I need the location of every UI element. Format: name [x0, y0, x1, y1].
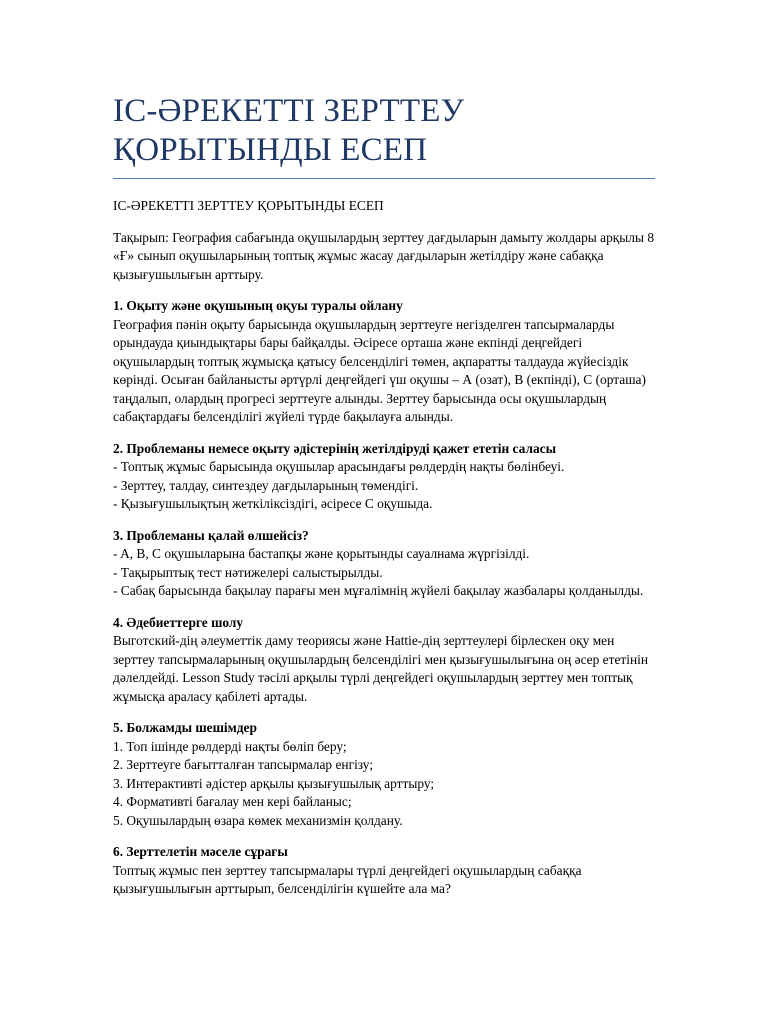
section-2	[113, 440, 655, 514]
section-body: География пәнін оқыту барысында оқушылардың зерттеуге негізделген тапсырмаларды орындауда қиындықтары бары байқалды. Әсіресе орташа және екпінді деңгейдегі оқушылардың топтық жұмысқа қатысу белсенділігі төмен, ақпаратты талдауда жүйесіздік көрінді. Осыған байланысты әртүрлі деңгейдегі үш оқушы – А (озат), В (екпінді), С (орташа) таңдалып, олардың прогресі зерттеуге алынды. Зерттеу барысында осы оқушылардың сабақтардағы белсенділігі жүйелі түрде бақылауға алынды.	[113, 316, 646, 424]
section-6	[113, 843, 655, 899]
section-heading: 5. Болжамды шешімдер	[113, 720, 257, 735]
section-body: Топтық жұмыс пен зерттеу тапсырмалары түрлі деңгейдегі оқушылардың сабаққа қызығушылығын арттырып, белсенділігін күшейте ала ма?	[113, 862, 582, 896]
document-title	[113, 92, 655, 178]
section-heading: 1. Оқыту және оқушының оқуы туралы ойлану	[113, 298, 403, 313]
list-item: - Қызығушылықтың жеткіліксіздігі, әсіресе С оқушыда.	[113, 496, 433, 511]
document-subtitle: ІС-ӘРЕКЕТТІ ЗЕРТТЕУ ҚОРЫТЫНДЫ ЕСЕП	[113, 198, 384, 213]
list-item: 2. Зерттеуге бағытталған тапсырмалар енгізу;	[113, 757, 374, 772]
list-item: - Зерттеу, талдау, синтездеу дағдыларының төмендігі.	[113, 477, 419, 493]
list-item: 1. Топ ішінде рөлдерді нақты бөліп беру;	[113, 738, 347, 754]
section-1	[113, 297, 655, 427]
section-3	[113, 527, 655, 601]
list-item: - A, B, C оқушыларына бастапқы және қорытынды сауалнама жүргізілді.	[113, 546, 530, 561]
list-item: 5. Оқушылардың өзара көмек механизмін қолдану.	[113, 812, 403, 828]
list-item: - Топтық жұмыс барысында оқушылар арасындағы рөлдердің нақты бөлінбеуі.	[113, 459, 565, 474]
document-title-line-1: ІС-ӘРЕКЕТТІ ЗЕРТТЕУ	[113, 93, 465, 129]
title-divider	[113, 178, 655, 179]
document-topic: Тақырып: География сабағында оқушылардың зерттеу дағдыларын дамыту жолдары арқылы 8 «Ғ» сынып оқушыларының топтық жұмыс жасау дағдыларын жетілдіру және сабаққа қызығушылығын арттыру.	[113, 229, 655, 282]
section-5	[113, 719, 655, 830]
section-body: Выготский-дің әлеуметтік даму теориясы және Hattie-дің зерттеулері бірлескен оқу мен зерттеу тапсырмаларының оқушылардың белсенділігі мен қызығушылығына оң әсер ететінін дәлелдейді. Lesson Study тәсілі арқылы түрлі деңгейдегі оқушылардың зерттеу мен топтық жұмысқа араласу қабілеті артады.	[113, 633, 649, 704]
section-heading: 6. Зерттелетін мәселе сұрағы	[113, 844, 288, 859]
list-item: - Тақырыптық тест нәтижелері салыстырылды.	[113, 564, 383, 580]
section-4	[113, 614, 655, 707]
section-heading: 2. Проблеманы немесе оқыту әдістерінің жетілдіруді қажет ететін саласы	[113, 440, 557, 456]
document-title-line-2: ҚОРЫТЫНДЫ ЕСЕП	[113, 132, 428, 168]
list-item: 4. Формативті бағалау мен кері байланыс;	[113, 794, 352, 809]
sections-container	[113, 297, 655, 899]
list-item: - Сабақ барысында бақылау парағы мен мұғалімнің жүйелі бақылау жазбалары қолданылды.	[113, 583, 644, 598]
section-heading: 3. Проблеманы қалай өлшейсіз?	[113, 527, 309, 543]
list-item: 3. Интерактивті әдістер арқылы қызығушылық арттыру;	[113, 775, 435, 791]
document-content	[113, 92, 655, 912]
section-heading: 4. Әдебиеттерге шолу	[113, 614, 244, 630]
